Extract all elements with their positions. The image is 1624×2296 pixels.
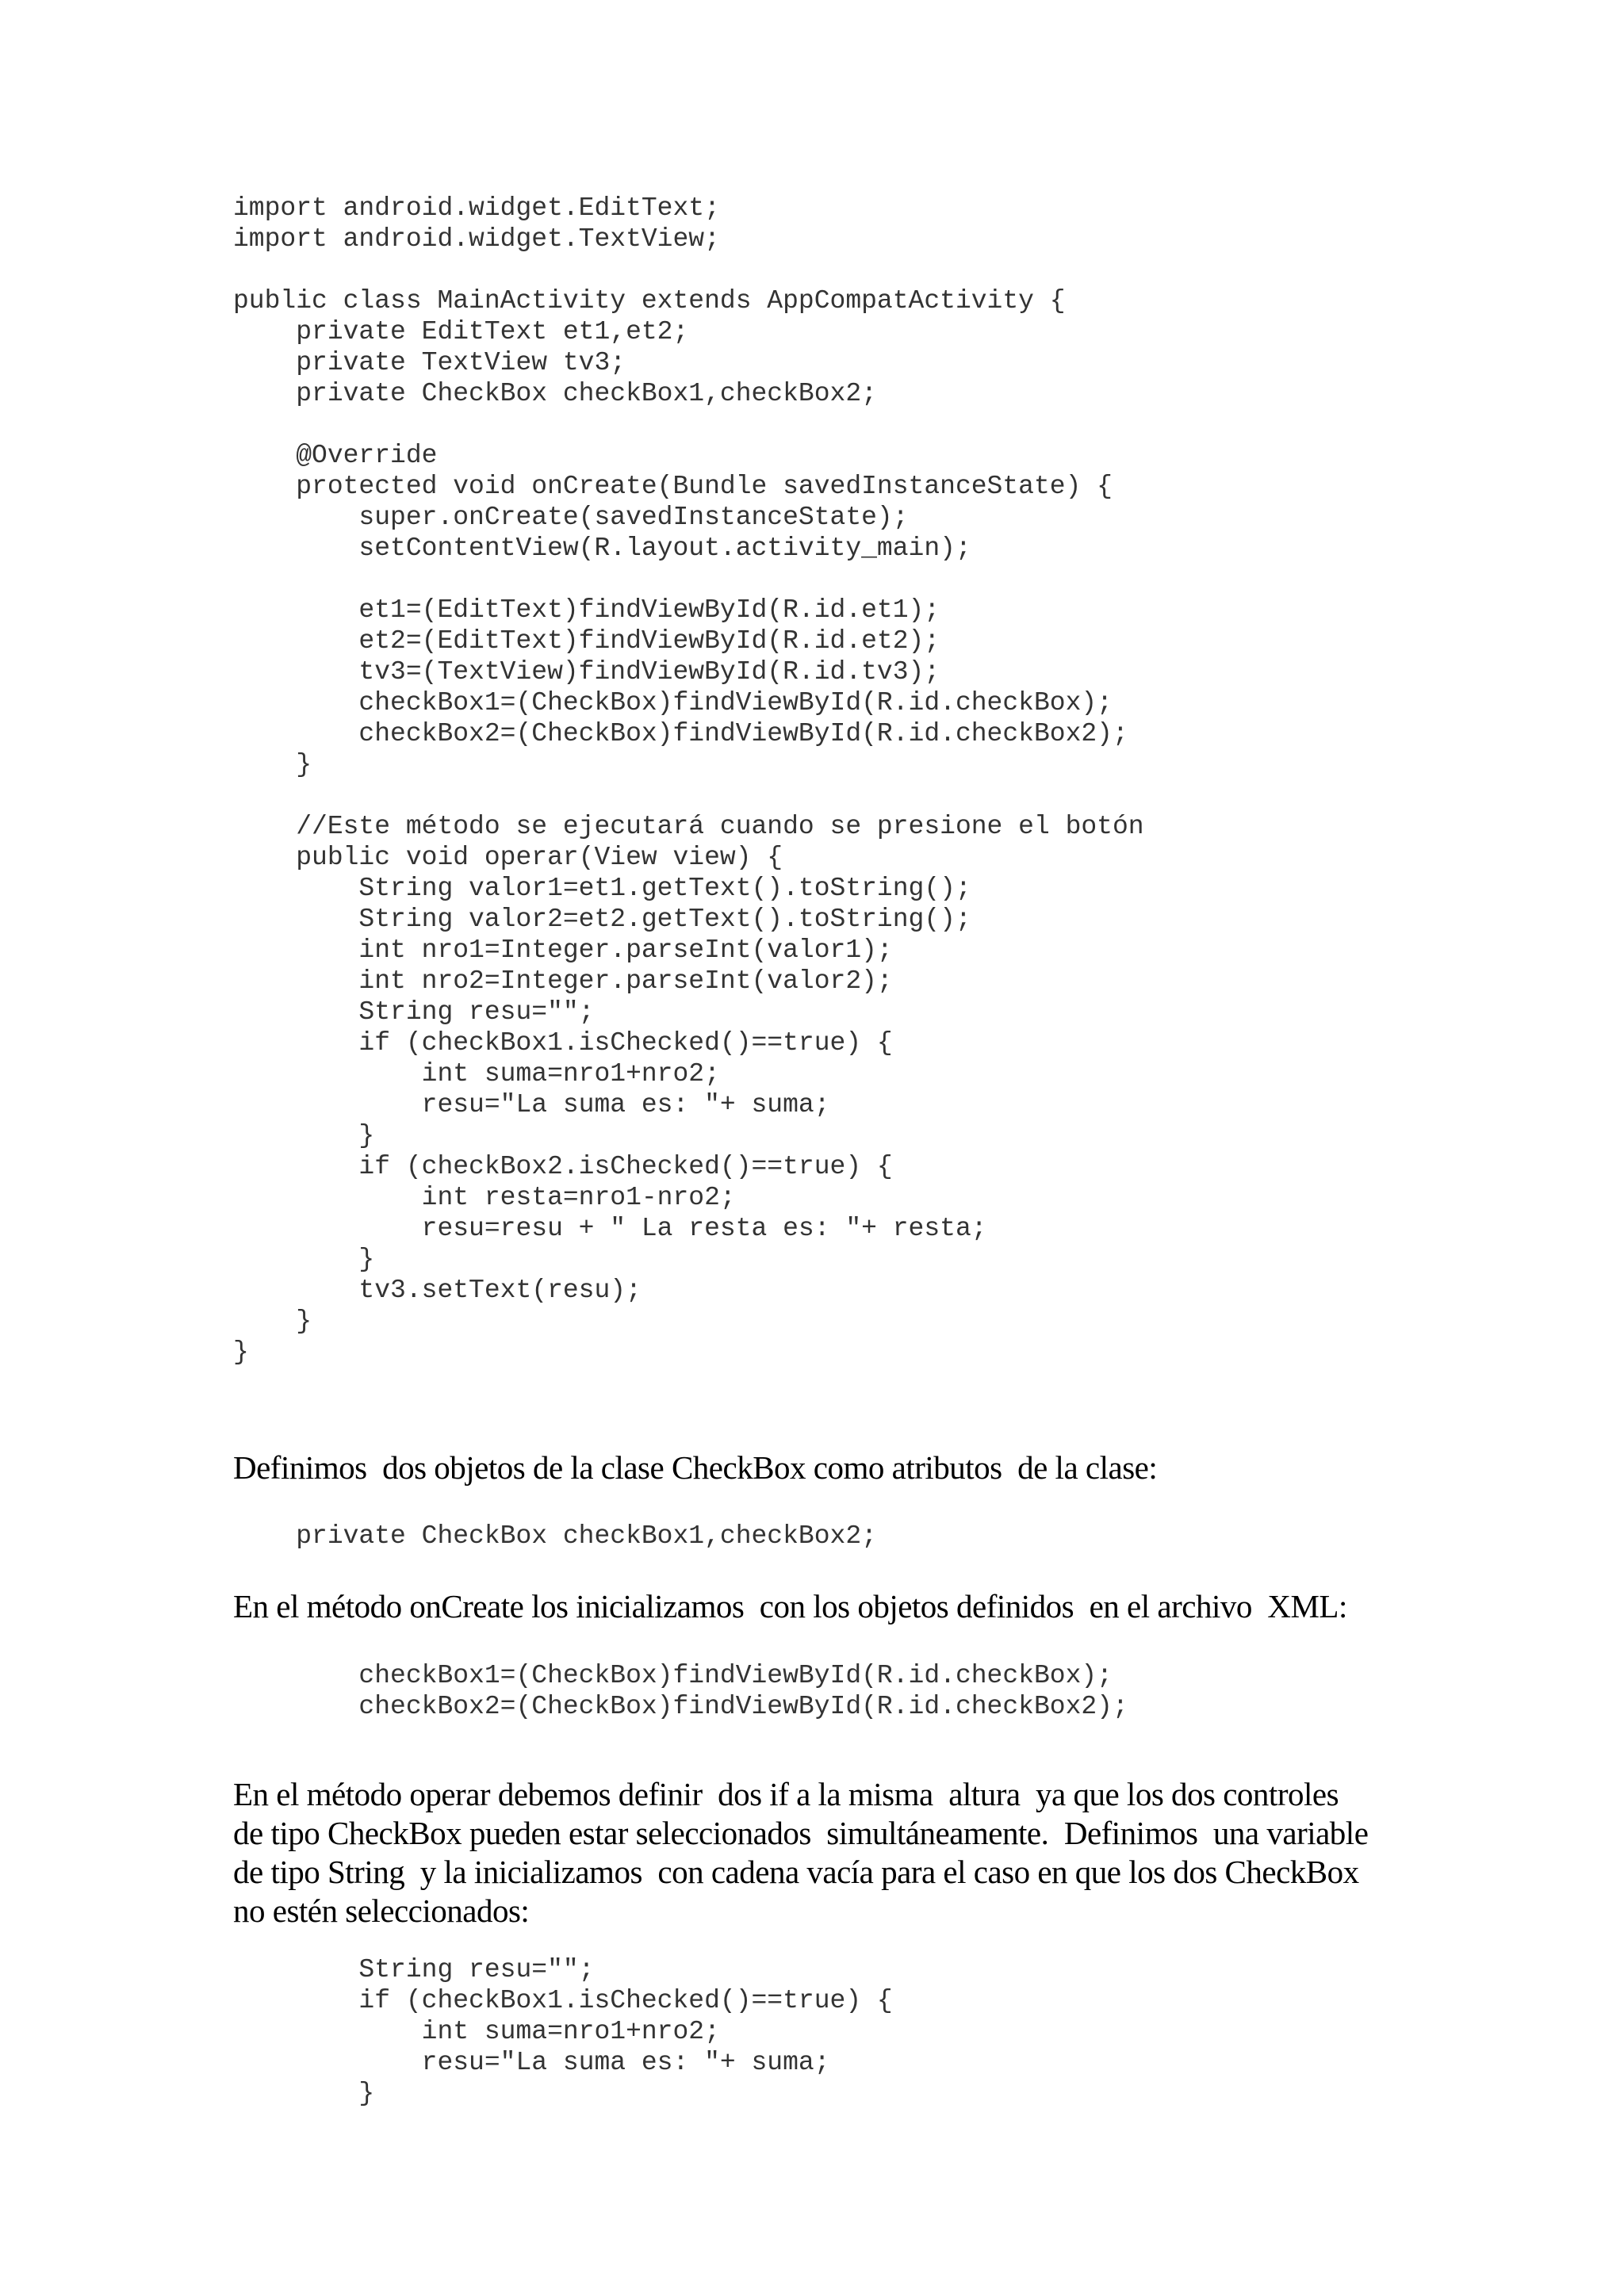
code-line: int suma=nro1+nro2; (233, 2017, 720, 2046)
paragraph-line: de tipo CheckBox pueden estar seleccionados simultáneamente. Definimos una variable (233, 1815, 1369, 1851)
code-line: @Override (233, 441, 438, 470)
code-line: et2=(EditText)findViewById(R.id.et2); (233, 626, 940, 656)
code-line (233, 254, 1144, 285)
code-line: checkBox2=(CheckBox)findViewById(R.id.checkBox2); (233, 1692, 1128, 1721)
code-block-main-activity (233, 193, 1144, 1368)
code-line: int nro1=Integer.parseInt(valor1); (233, 936, 893, 965)
code-line: } (233, 1121, 375, 1150)
code-block-initialization (233, 1660, 1128, 1722)
paragraph-line: En el método operar debemos definir dos if a la misma altura ya que los dos controles (233, 1776, 1339, 1812)
code-line: et1=(EditText)findViewById(R.id.et1); (233, 595, 940, 625)
code-line: } (233, 2079, 375, 2108)
code-line (233, 780, 1144, 811)
code-line: int resta=nro1-nro2; (233, 1183, 736, 1212)
code-line: private CheckBox checkBox1,checkBox2; (233, 379, 877, 408)
code-line: String valor1=et1.getText().toString(); (233, 874, 971, 903)
code-line: private EditText et1,et2; (233, 317, 689, 346)
code-line: String valor2=et2.getText().toString(); (233, 905, 971, 934)
code-line: checkBox1=(CheckBox)findViewById(R.id.checkBox); (233, 1661, 1113, 1690)
paragraph-line: no estén seleccionados: (233, 1892, 530, 1929)
code-line: } (233, 1245, 375, 1274)
paragraph-line: de tipo String y la inicializamos con cadena vacía para el caso en que los dos CheckBox (233, 1854, 1359, 1890)
code-block-declaration (233, 1521, 877, 1552)
code-block-if-suma (233, 1954, 893, 2109)
code-line: String resu=""; (233, 997, 595, 1027)
code-line: int nro2=Integer.parseInt(valor2); (233, 966, 893, 996)
code-line: private CheckBox checkBox1,checkBox2; (233, 1521, 877, 1551)
code-line: if (checkBox1.isChecked()==true) { (233, 1986, 893, 2015)
code-line: super.onCreate(savedInstanceState); (233, 503, 909, 532)
code-line: if (checkBox1.isChecked()==true) { (233, 1028, 893, 1058)
code-line: public void operar(View view) { (233, 843, 783, 872)
code-line: checkBox1=(CheckBox)findViewById(R.id.checkBox); (233, 688, 1113, 718)
code-line: //Este método se ejecutará cuando se presione el botón (233, 812, 1144, 841)
code-line: } (233, 750, 312, 779)
paragraph-attributes (233, 1448, 1407, 1487)
code-line: import android.widget.EditText; (233, 193, 720, 223)
code-line: resu="La suma es: "+ suma; (233, 2048, 830, 2077)
code-line: resu="La suma es: "+ suma; (233, 1090, 830, 1119)
code-line: protected void onCreate(Bundle savedInstanceState) { (233, 472, 1113, 501)
code-line: } (233, 1307, 312, 1336)
code-line: tv3=(TextView)findViewById(R.id.tv3); (233, 657, 940, 687)
code-line (233, 564, 1144, 595)
paragraph-line: En el método onCreate los inicializamos con los objetos definidos en el archivo XML: (233, 1588, 1347, 1624)
code-line: } (233, 1337, 249, 1367)
code-line: setContentView(R.layout.activity_main); (233, 534, 971, 563)
paragraph-operar (233, 1775, 1407, 1931)
code-line: tv3.setText(resu); (233, 1276, 642, 1305)
code-line: private TextView tv3; (233, 348, 626, 377)
code-line: resu=resu + " La resta es: "+ resta; (233, 1214, 987, 1243)
code-line: int suma=nro1+nro2; (233, 1059, 720, 1089)
code-line: import android.widget.TextView; (233, 224, 720, 254)
code-line: if (checkBox2.isChecked()==true) { (233, 1152, 893, 1181)
code-line: String resu=""; (233, 1955, 595, 1984)
code-line (233, 409, 1144, 440)
paragraph-line: Definimos dos objetos de la clase CheckBox como atributos de la clase: (233, 1449, 1158, 1486)
code-line: public class MainActivity extends AppCompatActivity { (233, 286, 1066, 316)
paragraph-oncreate (233, 1587, 1407, 1626)
code-line: checkBox2=(CheckBox)findViewById(R.id.checkBox2); (233, 719, 1128, 748)
